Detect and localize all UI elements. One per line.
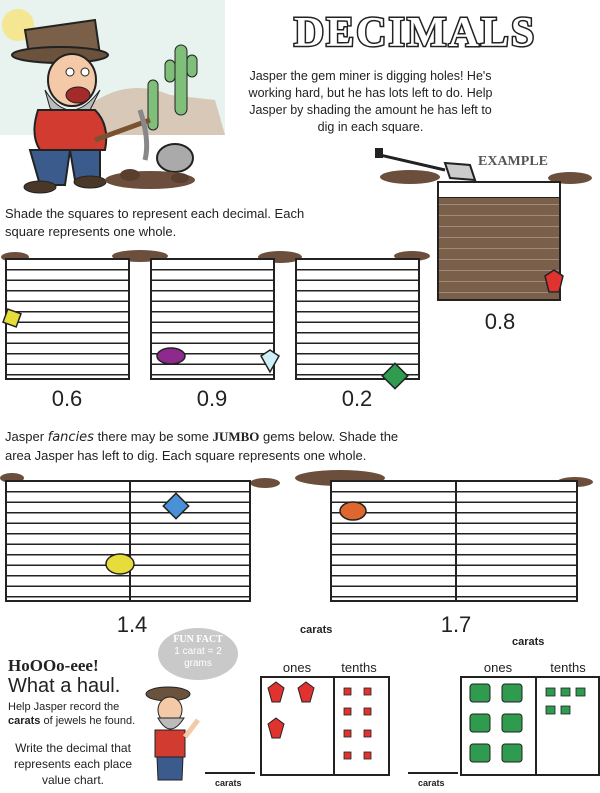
chart-2-ones-header: ones — [483, 660, 513, 675]
chart-1-ones-header: ones — [282, 660, 312, 675]
decimal-label-1: 0.6 — [51, 386, 83, 411]
example-decimal: 0.8 — [484, 309, 516, 334]
answer-line-1[interactable] — [205, 772, 255, 774]
haul-write-text: Write the decimal that represents each place value chart. — [13, 741, 133, 787]
miner-illustration — [0, 0, 235, 200]
yellow-gem-icon-2 — [104, 550, 136, 578]
chart-1-gems — [262, 678, 388, 774]
jumbo-decimal-label-2: 1.7 — [440, 612, 472, 637]
chart-1-title: carats — [300, 624, 333, 636]
answer-unit-2: carats — [418, 778, 445, 788]
haul-heading-2: What a haul. — [8, 675, 121, 697]
fun-fact-title: FUN FACT — [173, 634, 223, 645]
section2-instruction: Jasper fancies there may be some JUMBO gems below. Shade the area Jasper has left to dig. Each square represents one whole. — [5, 429, 399, 463]
chart-2-title: carats — [512, 636, 545, 648]
purple-gem-icon — [155, 345, 187, 367]
jumbo-decimal-label-1: 1.4 — [116, 612, 148, 637]
diamond-gem-icon — [258, 348, 282, 374]
jumbo-square-1[interactable] — [5, 480, 251, 602]
page-title: DECIMALS — [293, 10, 537, 56]
fun-fact-text: 1 carat = 2 grams — [174, 646, 222, 669]
yellow-gem-icon — [2, 308, 24, 330]
blue-gem-icon — [160, 490, 192, 522]
small-miner-illustration — [140, 682, 210, 787]
title-banner — [240, 6, 590, 56]
chart-2-tenths-header: tenths — [550, 660, 586, 675]
decimal-label-3: 0.2 — [341, 386, 373, 411]
decimal-label-2: 0.9 — [196, 386, 228, 411]
answer-line-2[interactable] — [408, 772, 458, 774]
fun-fact-bubble — [158, 628, 238, 680]
section1-instruction: Shade the squares to represent each decimal. Each square represents one whole. — [5, 206, 305, 239]
orange-gem-icon — [338, 498, 368, 524]
chart-1-tenths-header: tenths — [341, 660, 377, 675]
answer-unit-1: carats — [215, 778, 242, 788]
chart-2-gems — [462, 678, 598, 774]
haul-help-text: Help Jasper record the carats of jewels he found. — [8, 701, 136, 727]
red-gem-icon — [541, 268, 567, 296]
haul-heading-1: HoOOo-eee! — [8, 656, 99, 675]
example-label: EXAMPLE — [478, 154, 548, 169]
intro-text: Jasper the gem miner is digging holes! He's working hard, but he has lots left to do. Help Jasper by shading the amount he has left to dig in each square. — [248, 69, 493, 134]
